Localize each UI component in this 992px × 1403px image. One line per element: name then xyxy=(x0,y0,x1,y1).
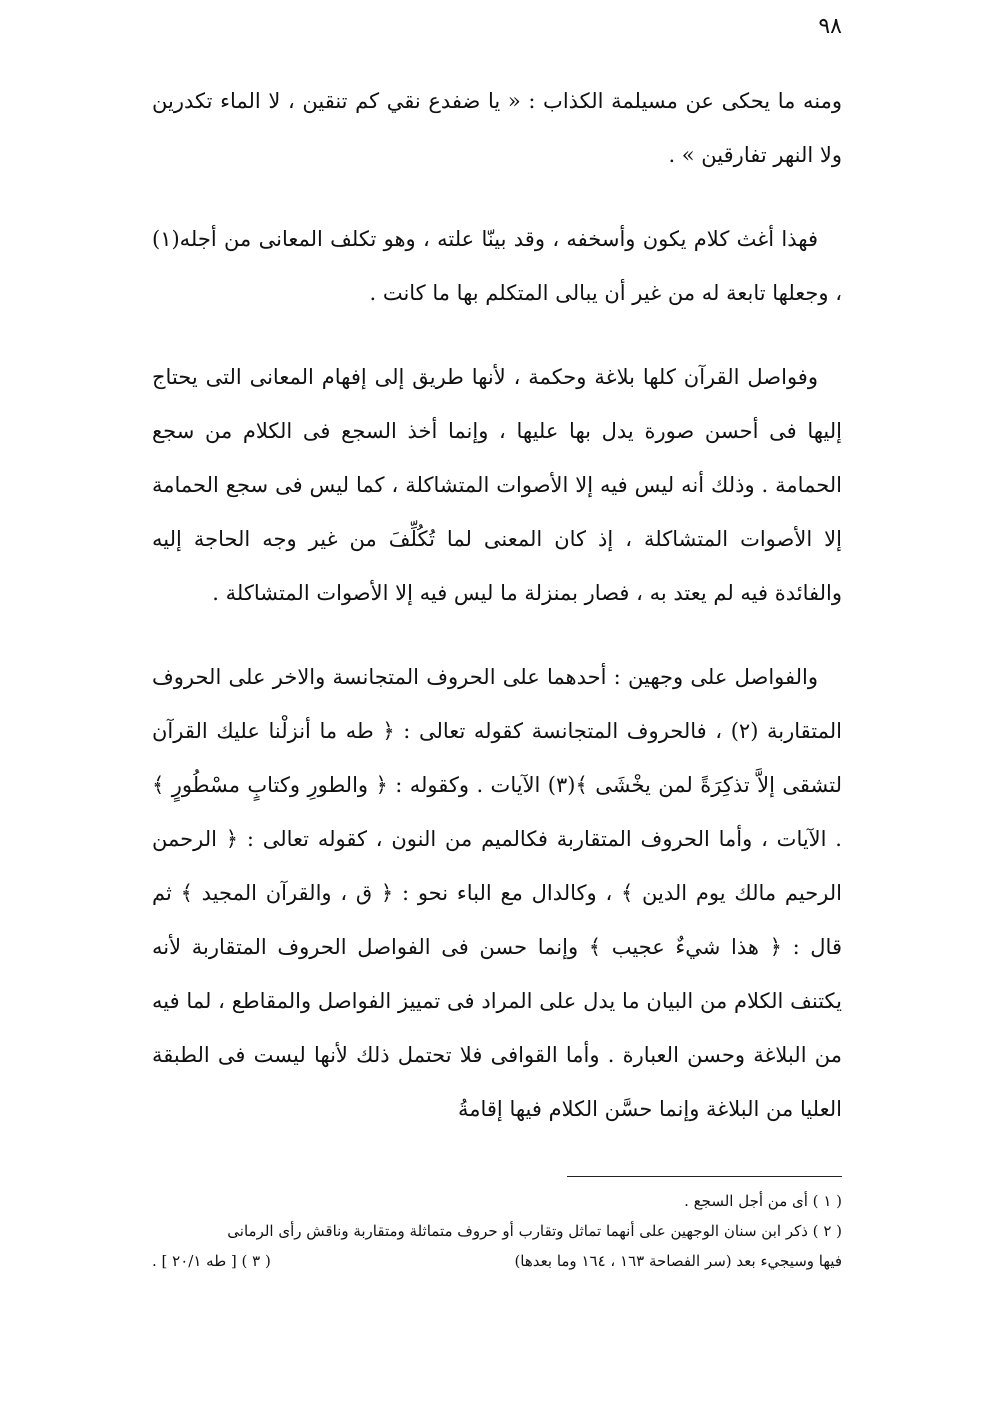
page-number: ٩٨ xyxy=(818,14,842,39)
footnotes xyxy=(152,1186,842,1276)
paragraph-3: وفواصل القرآن كلها بلاغة وحكمة ، لأنها طريق إلى إفهام المعانى التى يحتاج إليها فى أحسن صورة يدل بها عليها ، وإنما أخذ السجع فى الكلام من سجع الحمامة . وذلك أنه ليس فيه إلا الأصوات المتشاكلة ، كما ليس فى سجع الحمامة إلا الأصوات المتشاكلة ، إذ كان المعنى لما تُكُلِّفَ من غير وجه الحاجة إليه والفائدة فيه لم يعتد به ، فصار بمنزلة ما ليس فيه إلا الأصوات المتشاكلة . xyxy=(152,365,842,605)
footnote-2: ( ٢ ) ذكر ابن سنان الوجهين على أنهما تماثل وتقارب أو حروف متماثلة ومتقاربة وناقش رأى الرمانى xyxy=(227,1222,842,1240)
paragraph-1: ومنه ما يحكى عن مسيلمة الكذاب : « يا ضفدع نقي كم تنقين ، لا الماء تكدرين ولا النهر تفارقين » . xyxy=(152,89,842,167)
footnote-3: ( ٣ ) [ طه ٢٠/١ ] . xyxy=(152,1252,271,1270)
footnote-divider xyxy=(567,1176,842,1177)
paragraph-2: فهذا أغث كلام يكون وأسخفه ، وقد بينّا علته ، وهو تكلف المعانى من أجله(١) ، وجعلها تابعة له من غير أن يبالى المتكلم بها ما كانت . xyxy=(152,227,842,305)
main-text xyxy=(152,74,842,1136)
footnote-row xyxy=(152,1246,842,1276)
paragraph-4: والفواصل على وجهين : أحدهما على الحروف المتجانسة والاخر على الحروف المتقاربة (٢) ، فالحروف المتجانسة كقوله تعالى : ﴿ طه ما أنزلْنا عليك القرآن لتشقى إلاَّ تذكِرَةً لمن يخْشَى ﴾(٣) الآيات . وكقوله : ﴿ والطورِ وكتابٍ مسْطُورٍ ﴾ . الآيات ، وأما الحروف المتقاربة فكالميم من النون ، كقوله تعالى : ﴿ الرحمن الرحيم مالك يوم الدين ﴾ ، وكالدال مع الباء نحو : ﴿ ق ، والقرآن المجيد ﴾ ثم قال : ﴿ هذا شيءٌ عجيب ﴾ وإنما حسن فى الفواصل الحروف المتقاربة لأنه يكتنف الكلام من البيان ما يدل على المراد فى تمييز الفواصل والمقاطع ، لما فيه من البلاغة وحسن العبارة . وأما القوافى فلا تحتمل ذلك لأنها ليست فى الطبقة العليا من البلاغة وإنما حسَّن الكلام فيها إقامةُ xyxy=(152,665,843,1121)
footnote-1: ( ١ ) أى من أجل السجع . xyxy=(684,1192,842,1210)
footnote-2-continued: فيها وسيجيء بعد (سر الفصاحة ١٦٣ ، ١٦٤ وما بعدها) xyxy=(514,1252,842,1270)
